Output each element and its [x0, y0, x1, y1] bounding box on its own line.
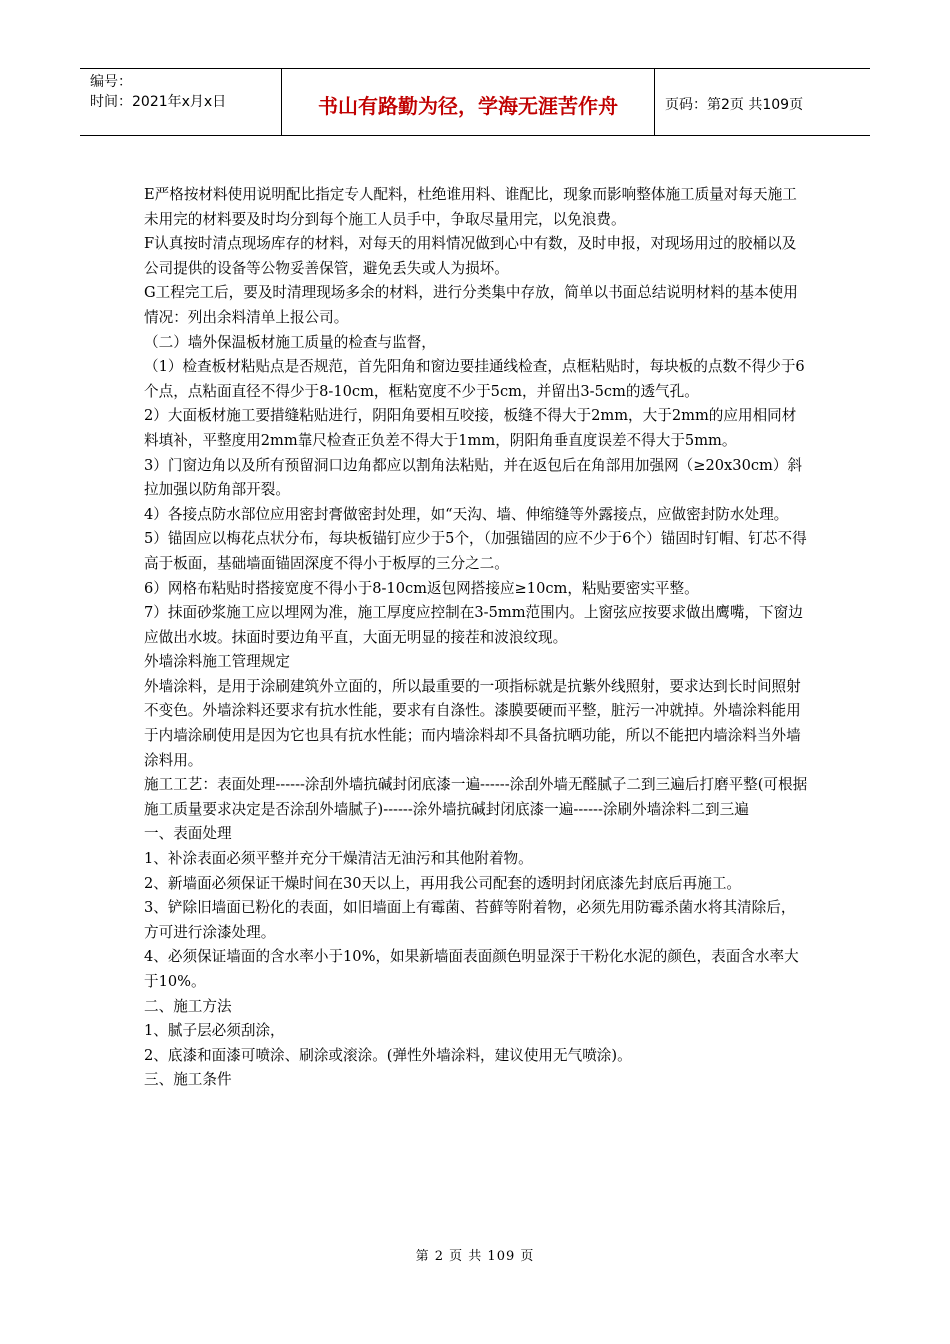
header-meta: [80, 69, 282, 135]
paragraph: F认真按时清点现场库存的材料，对每天的用料情况做到心中有数，及时申报，对现场用过的胶桶以及公司提供的设备等公物妥善保管，避免丢失或人为损坏。: [144, 235, 797, 277]
page-header: [80, 68, 870, 136]
paragraph: G工程完工后，要及时清理现场多余的材料，进行分类集中存放，简单以书面总结说明材料的基本使用情况：列出余料清单上报公司。: [144, 284, 798, 326]
header-page-info: 页码：第2页 共109页: [665, 97, 804, 113]
paragraph: 1、腻子层必须刮涂，: [144, 1022, 285, 1040]
paragraph: 6）网格布粘贴时搭接宽度不得小于8-10cm返包网搭接应≥10cm，粘贴要密实平整。: [144, 579, 699, 597]
paragraph: 2、底漆和面漆可喷涂、刷涂或滚涂。(弹性外墙涂料，建议使用无气喷涂)。: [144, 1046, 632, 1064]
paragraph: 3）门窗边角以及所有预留洞口边角都应以割角法粘贴，并在返包后在角部用加强网（≥20x30cm）斜拉加强以防角部开裂。: [144, 456, 803, 499]
paragraph: 4、必须保证墙面的含水率小于10%，如果新墙面表面颜色明显深于干粉化水泥的颜色，表面含水率大于10%。: [144, 948, 799, 990]
paragraph: 7）抹面砂浆施工应以埋网为准，施工厚度应控制在3-5mm范围内。上窗弦应按要求做出鹰嘴，下窗边应做出水坡。抹面时要边角平直，大面无明显的接茬和波浪纹现。: [144, 604, 803, 646]
paragraph: 施工工艺：表面处理------涂刮外墙抗碱封闭底漆一遍------涂刮外墙无醛腻子二到三遍后打磨平整(可根据施工质量要求决定是否涂刮外墙腻子)------涂外墙抗碱封闭底漆一遍------涂刷外墙涂料二到三遍: [144, 776, 808, 818]
paragraph: 3、铲除旧墙面已粉化的表面，如旧墙面上有霉菌、苔藓等附着物，必须先用防霉杀菌水将其清除后，方可进行涂漆处理。: [144, 899, 796, 941]
doc-number-label: 编号：: [90, 74, 132, 90]
section-heading: 二、施工方法: [144, 997, 232, 1015]
section-heading: 外墙涂料施工管理规定: [144, 653, 290, 671]
page-footer: 第 2 页 共 109 页: [415, 1249, 535, 1264]
section-heading: （二）墙外保温板材施工质量的检查与监督，: [144, 333, 436, 351]
paragraph: 2）大面板材施工要措缝粘贴进行，阴阳角要相互咬接，板缝不得大于2mm，大于2mm的应用相同材料填补，平整度用2mm靠尺检查正负差不得大于1mm，阴阳角垂直度误差不得大于5mm。: [144, 407, 797, 449]
paragraph: E严格按材料使用说明配比指定专人配料，杜绝谁用料、谁配比，现象而影响整体施工质量对每天施工未用完的材料要及时均分到每个施工人员手中，争取尽量用完，以免浪费。: [144, 186, 797, 228]
header-motto: 书山有路勤为径，学海无涯苦作舟: [282, 69, 655, 135]
document-body: [144, 183, 809, 1093]
section-heading: 三、施工条件: [144, 1071, 232, 1089]
paragraph: 1、补涂表面必须平整并充分干燥清洁无油污和其他附着物。: [144, 850, 533, 868]
section-heading: 一、表面处理: [144, 825, 232, 843]
date-label: 时间：2021年x月x日: [90, 94, 227, 110]
paragraph: 2、新墙面必须保证干燥时间在30天以上，再用我公司配套的透明封闭底漆先封底后再施工。: [144, 874, 742, 892]
paragraph: 外墙涂料，是用于涂刷建筑外立面的，所以最重要的一项指标就是抗紫外线照射，要求达到长时间照射不变色。外墙涂料还要求有抗水性能，要求有自涤性。漆膜要硬而平整，脏污一冲就掉。外墙涂料能用于内墙涂刷使用是因为它也具有抗水性能；而内墙涂料却不具备抗晒功能，所以不能把内墙涂料当外墙涂料用。: [144, 677, 801, 769]
paragraph: 5）锚固应以梅花点状分布，每块板锚钉应少于5个，（加强锚固的应不少于6个）锚固时钉帽、钉芯不得高于板面，基础墙面锚固深度不得小于板厚的三分之二。: [144, 530, 807, 572]
paragraph: （1）检查板材粘贴点是否规范，首先阳角和窗边要挂通线检查，点框粘贴时，每块板的点数不得少于6个点，点粘面直径不得少于8-10cm，框粘宽度不少于5cm，并留出3-5cm的透气孔。: [144, 358, 805, 400]
paragraph: 4）各接点防水部位应用密封膏做密封处理，如“天沟、墙、伸缩缝等外露接点，应做密封防水处理。: [144, 505, 789, 523]
